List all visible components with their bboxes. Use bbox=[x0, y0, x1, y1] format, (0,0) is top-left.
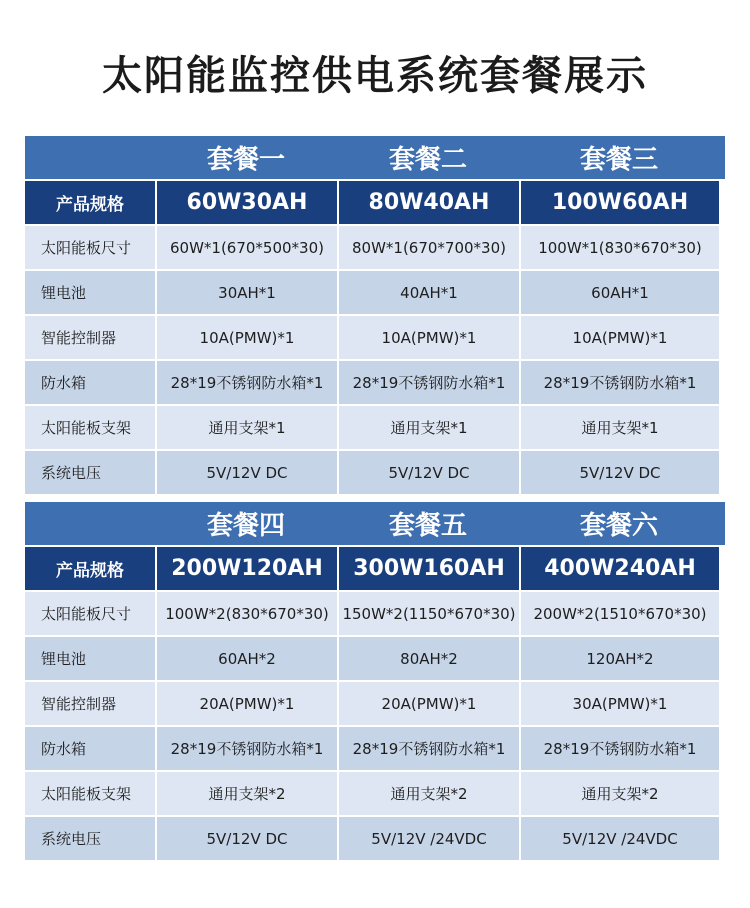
row-label: 系统电压 bbox=[25, 451, 155, 494]
table-cell: 通用支架*1 bbox=[339, 406, 519, 449]
table-cell: 通用支架*2 bbox=[339, 772, 519, 815]
package-header-row bbox=[25, 136, 725, 179]
table-row bbox=[25, 817, 725, 860]
package-table-2 bbox=[25, 502, 725, 860]
table-cell: 5V/12V /24VDC bbox=[521, 817, 719, 860]
spec-value: 300W160AH bbox=[339, 547, 519, 590]
table-row bbox=[25, 226, 725, 269]
row-label: 智能控制器 bbox=[25, 316, 155, 359]
row-label: 太阳能板尺寸 bbox=[25, 226, 155, 269]
package-header-row bbox=[25, 502, 725, 545]
table-row bbox=[25, 772, 725, 815]
spec-value: 100W60AH bbox=[521, 181, 719, 224]
table-cell: 200W*2(1510*670*30) bbox=[521, 592, 719, 635]
row-label: 防水箱 bbox=[25, 727, 155, 770]
table-cell: 28*19不锈钢防水箱*1 bbox=[339, 727, 519, 770]
table-row bbox=[25, 637, 725, 680]
row-label: 太阳能板尺寸 bbox=[25, 592, 155, 635]
table-cell: 20A(PMW)*1 bbox=[157, 682, 337, 725]
table-cell: 150W*2(1150*670*30) bbox=[339, 592, 519, 635]
table-cell: 20A(PMW)*1 bbox=[339, 682, 519, 725]
spec-label: 产品规格 bbox=[25, 547, 155, 590]
table-row bbox=[25, 682, 725, 725]
spec-value: 80W40AH bbox=[339, 181, 519, 224]
table-cell: 5V/12V DC bbox=[339, 451, 519, 494]
table-cell: 28*19不锈钢防水箱*1 bbox=[521, 361, 719, 404]
table-cell: 30A(PMW)*1 bbox=[521, 682, 719, 725]
package-table-1 bbox=[25, 136, 725, 494]
table-cell: 60AH*1 bbox=[521, 271, 719, 314]
table-cell: 30AH*1 bbox=[157, 271, 337, 314]
table-cell: 100W*1(830*670*30) bbox=[521, 226, 719, 269]
table-cell: 5V/12V /24VDC bbox=[339, 817, 519, 860]
package-name: 套餐二 bbox=[388, 145, 467, 175]
spec-value: 200W120AH bbox=[157, 547, 337, 590]
table-cell: 28*19不锈钢防水箱*1 bbox=[157, 727, 337, 770]
table-cell: 120AH*2 bbox=[521, 637, 719, 680]
table-cell: 60AH*2 bbox=[157, 637, 337, 680]
spec-value: 60W30AH bbox=[157, 181, 337, 224]
spec-row bbox=[25, 547, 725, 590]
table-row bbox=[25, 361, 725, 404]
table-row bbox=[25, 727, 725, 770]
table-row bbox=[25, 451, 725, 494]
table-row bbox=[25, 406, 725, 449]
package-name: 套餐五 bbox=[388, 511, 467, 541]
table-cell: 40AH*1 bbox=[339, 271, 519, 314]
table-cell: 10A(PMW)*1 bbox=[521, 316, 719, 359]
header-spacer bbox=[25, 136, 155, 179]
row-label: 防水箱 bbox=[25, 361, 155, 404]
table-row bbox=[25, 316, 725, 359]
package-name: 套餐一 bbox=[206, 145, 285, 175]
table-cell: 28*19不锈钢防水箱*1 bbox=[157, 361, 337, 404]
package-name: 套餐三 bbox=[579, 145, 658, 175]
table-cell: 80W*1(670*700*30) bbox=[339, 226, 519, 269]
table-cell: 10A(PMW)*1 bbox=[157, 316, 337, 359]
table-cell: 通用支架*1 bbox=[521, 406, 719, 449]
row-label: 锂电池 bbox=[25, 637, 155, 680]
row-label: 系统电压 bbox=[25, 817, 155, 860]
package-name: 套餐四 bbox=[206, 511, 285, 541]
table-cell: 通用支架*1 bbox=[157, 406, 337, 449]
table-cell: 通用支架*2 bbox=[157, 772, 337, 815]
spec-label: 产品规格 bbox=[25, 181, 155, 224]
row-label: 锂电池 bbox=[25, 271, 155, 314]
package-name: 套餐六 bbox=[579, 511, 658, 541]
page-title: 太阳能监控供电系统套餐展示 bbox=[102, 53, 648, 99]
table-cell: 通用支架*2 bbox=[521, 772, 719, 815]
table-cell: 100W*2(830*670*30) bbox=[157, 592, 337, 635]
spec-value: 400W240AH bbox=[521, 547, 719, 590]
table-row bbox=[25, 592, 725, 635]
table-cell: 28*19不锈钢防水箱*1 bbox=[339, 361, 519, 404]
table-row bbox=[25, 271, 725, 314]
row-label: 太阳能板支架 bbox=[25, 406, 155, 449]
table-cell: 5V/12V DC bbox=[157, 451, 337, 494]
table-cell: 28*19不锈钢防水箱*1 bbox=[521, 727, 719, 770]
table-cell: 10A(PMW)*1 bbox=[339, 316, 519, 359]
table-cell: 80AH*2 bbox=[339, 637, 519, 680]
spec-row bbox=[25, 181, 725, 224]
row-label: 智能控制器 bbox=[25, 682, 155, 725]
row-label: 太阳能板支架 bbox=[25, 772, 155, 815]
table-cell: 5V/12V DC bbox=[157, 817, 337, 860]
header-spacer bbox=[25, 502, 155, 545]
table-cell: 5V/12V DC bbox=[521, 451, 719, 494]
table-cell: 60W*1(670*500*30) bbox=[157, 226, 337, 269]
